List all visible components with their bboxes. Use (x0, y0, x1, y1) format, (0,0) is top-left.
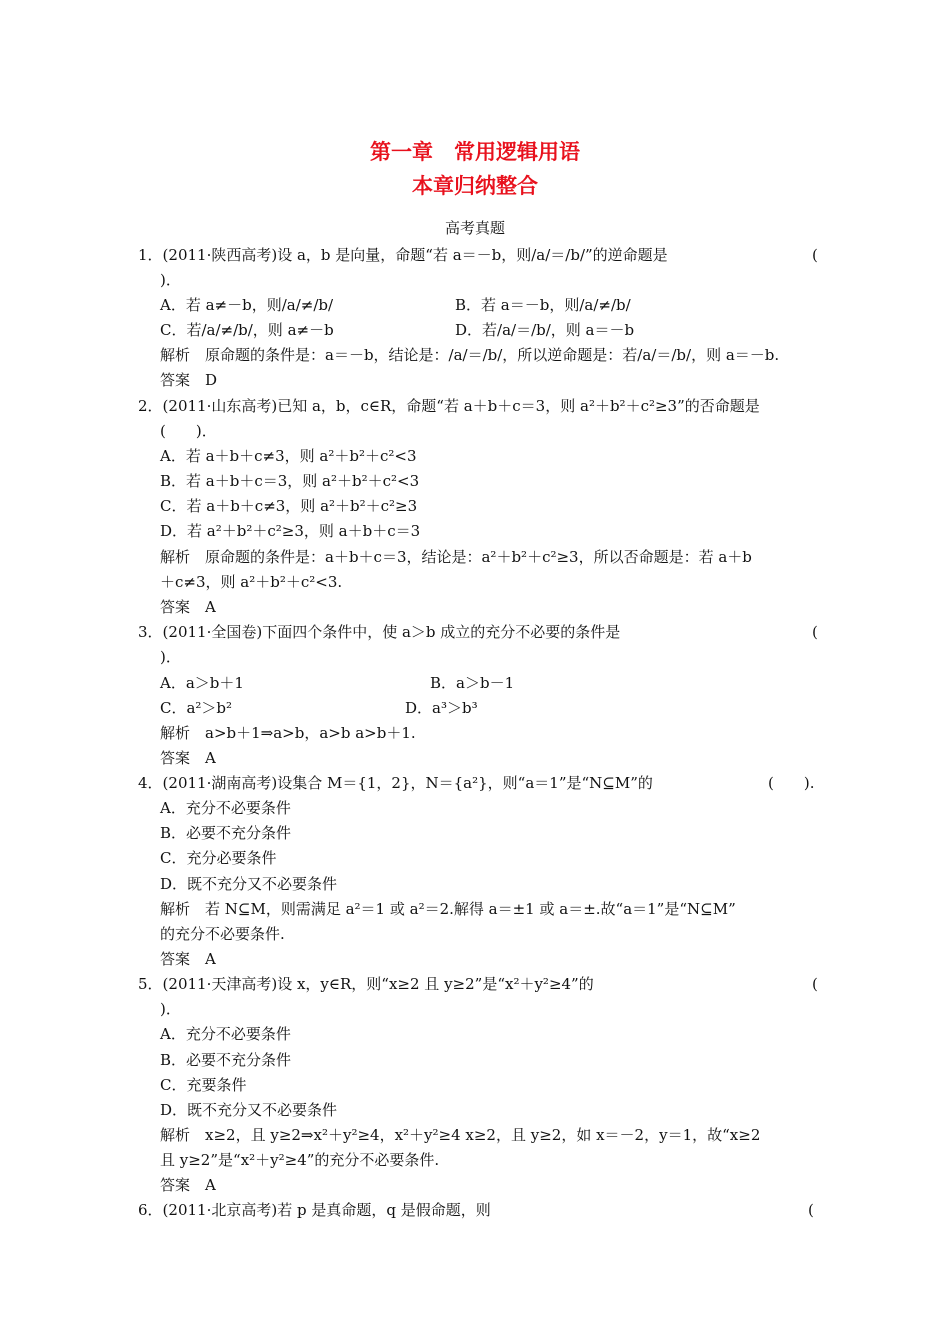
text-line: 解析 a>b＋1⇒a>b，a>b a>b＋1. (160, 724, 416, 742)
text-line: A．充分不必要条件 (160, 1025, 291, 1043)
text-line: ( ). (768, 774, 815, 792)
text-line: A．a＞b＋1 (160, 674, 244, 692)
text-line: D．既不充分又不必要条件 (160, 1101, 338, 1119)
text-line: ( (812, 975, 818, 993)
text-line: ( (812, 246, 818, 264)
text-line: B．若 a＋b＋c＝3，则 a²＋b²＋c²<3 (160, 472, 420, 490)
text-line: 解析 x≥2，且 y≥2⇒x²＋y²≥4，x²＋y²≥4 x≥2，且 y≥2，如 x＝－2，y＝1，故“x≥2 (160, 1126, 761, 1144)
text-line: C．若/a/≠/b/，则 a≠－b (160, 321, 334, 339)
text-line: B．a＞b－1 (430, 674, 515, 692)
text-line: A．若 a≠－b，则/a/≠/b/ (160, 296, 334, 314)
text-line: C．a²＞b² (160, 699, 233, 717)
text-line: C．充要条件 (160, 1076, 247, 1094)
text-line: D．a³＞b³ (405, 699, 478, 717)
text-line: 答案 A (160, 950, 216, 968)
text-line: 5．(2011·天津高考)设 x，y∈R，则“x≥2 且 y≥2”是“x²＋y²≥4”的 (138, 975, 594, 993)
text-line: 且 y≥2”是“x²＋y²≥4”的充分不必要条件. (160, 1151, 440, 1169)
section-heading: 高考真题 (444, 219, 505, 237)
text-line: B．若 a＝－b，则/a/≠/b/ (455, 296, 631, 314)
text-line: 答案 A (160, 598, 216, 616)
text-line: 6．(2011·北京高考)若 p 是真命题，q 是假命题，则 (138, 1201, 491, 1219)
text-line: 答案 D (160, 371, 218, 389)
text-line: 1．(2011·陕西高考)设 a，b 是向量，命题“若 a＝－b，则/a/＝/b/”的逆命题是 (138, 246, 668, 264)
chapter-title: 第一章 常用逻辑用语 (370, 140, 580, 164)
text-line: 的充分不必要条件. (160, 925, 285, 943)
text-line: D．若 a²＋b²＋c²≥3，则 a＋b＋c＝3 (160, 522, 421, 540)
text-line: ( (808, 1201, 814, 1219)
text-line: A．充分不必要条件 (160, 799, 291, 817)
text-line: 解析 若 N⊆M，则需满足 a²＝1 或 a²＝2.解得 a＝±1 或 a＝±.故“a＝1”是“N⊆M” (160, 900, 736, 918)
text-line: )． (160, 1000, 181, 1018)
text-line: )． (160, 271, 181, 289)
text-line: D．若/a/＝/b/，则 a＝－b (455, 321, 635, 339)
text-line: 解析 原命题的条件是：a＝－b，结论是：/a/＝/b/，所以逆命题是：若/a/＝/b/，则 a＝－b. (160, 346, 780, 364)
text-line: B．必要不充分条件 (160, 1051, 292, 1069)
text-line: D．既不充分又不必要条件 (160, 875, 338, 893)
text-line: B．必要不充分条件 (160, 824, 292, 842)
text-line: ( )． (160, 422, 217, 440)
text-line: 答案 A (160, 749, 216, 767)
text-line: ( (812, 623, 818, 641)
text-line: A．若 a＋b＋c≠3，则 a²＋b²＋c²<3 (160, 447, 417, 465)
text-line: 4．(2011·湖南高考)设集合 M＝{1，2}，N＝{a²}，则“a＝1”是“N⊆M”的 (138, 774, 653, 792)
text-line: 2．(2011·山东高考)已知 a，b，c∈R，命题“若 a＋b＋c＝3，则 a²＋b²＋c²≥3”的否命题是 (138, 397, 760, 415)
text-line: )． (160, 648, 181, 666)
text-line: ＋c≠3，则 a²＋b²＋c²<3. (160, 573, 343, 591)
text-line: 答案 A (160, 1176, 216, 1194)
chapter-subtitle: 本章归纳整合 (412, 174, 538, 198)
text-line: C．充分必要条件 (160, 849, 277, 867)
text-line: C．若 a＋b＋c≠3，则 a²＋b²＋c²≥3 (160, 497, 418, 515)
text-line: 3．(2011·全国卷)下面四个条件中，使 a＞b 成立的充分不必要的条件是 (138, 623, 621, 641)
text-line: 解析 原命题的条件是：a＋b＋c＝3，结论是：a²＋b²＋c²≥3，所以否命题是：若 a＋b (160, 548, 752, 566)
